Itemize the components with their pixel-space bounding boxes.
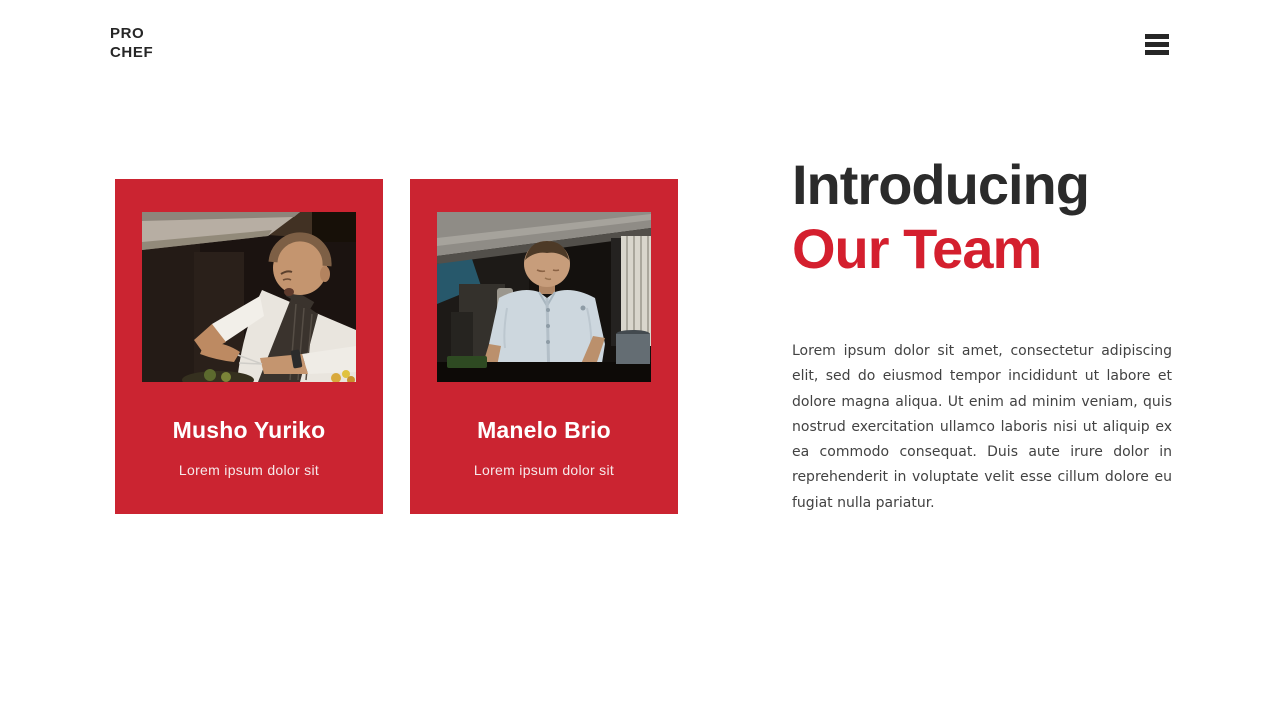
- member-photo-chef-cooking: [437, 212, 651, 382]
- member-name: Musho Yuriko: [172, 417, 326, 443]
- intro-paragraph: Lorem ipsum dolor sit amet, consectetur adipiscing elit, sed do eiusmod tempor incididunt ut labore et dolore magna aliqua. Ut enim ad minim veniam, quis nostrud exercitation ullamco laboris nisi ut aliquip ex ea commodo consequat. Duis aute irure dolor in reprehenderit in voluptate velit esse cillum dolore eu fugiat nulla pariatur.: [792, 343, 1172, 511]
- logo: [110, 24, 153, 62]
- hamburger-icon: [1145, 34, 1169, 39]
- member-role: Lorem ipsum dolor sit: [178, 462, 320, 478]
- section-title: [792, 153, 1192, 281]
- team-card-musho-yuriko: [115, 179, 383, 514]
- hamburger-icon: [1145, 42, 1169, 47]
- section-title-line-1: Introducing: [792, 153, 1089, 216]
- hamburger-menu-button[interactable]: [1145, 34, 1169, 55]
- logo-line-1: PRO: [110, 25, 145, 42]
- member-photo-chef-plating: [142, 212, 356, 382]
- logo-line-2: CHEF: [110, 44, 154, 61]
- hamburger-icon: [1145, 50, 1169, 55]
- team-card-manelo-brio: [410, 179, 678, 514]
- section-title-line-2: Our Team: [792, 217, 1042, 280]
- member-role: Lorem ipsum dolor sit: [473, 462, 615, 478]
- member-name: Manelo Brio: [477, 417, 611, 443]
